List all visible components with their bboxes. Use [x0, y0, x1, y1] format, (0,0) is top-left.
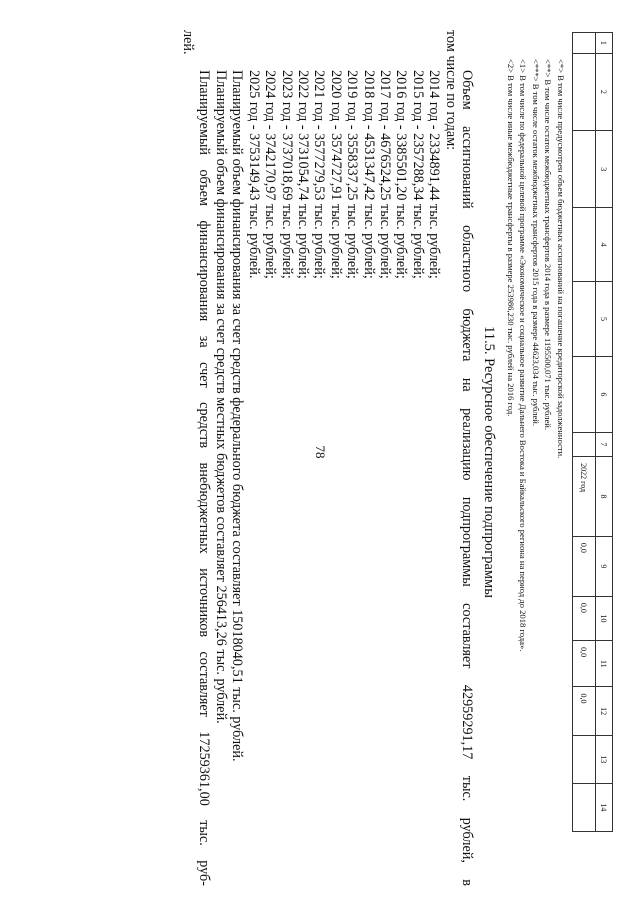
table-cell: 0,0	[573, 536, 596, 596]
table-cell: 1	[596, 33, 613, 54]
year-line: 2024 год - 3742170,97 тыс. рублей;	[262, 70, 279, 279]
table-cell: 4	[596, 208, 613, 281]
table-cell: 2022 год	[573, 457, 596, 537]
table-cell	[573, 53, 596, 130]
table-cell	[573, 783, 596, 831]
footnote: <***> В том числе остаток межбюджетных трансфертов 2015 года в размере 44623,034 тыс. рублей.	[530, 59, 541, 427]
year-line: 2025 год - 3753149,43 тыс. рублей.	[245, 70, 262, 279]
year-line: 2015 год - 2357288,34 тыс. рублей;	[409, 70, 426, 279]
year-line: 2014 год - 2334891,44 тыс. рублей;	[426, 70, 443, 279]
table-cell	[573, 208, 596, 281]
year-line: 2018 год - 4531347,42 тыс. рублей;	[360, 70, 377, 279]
table-cell: 10	[596, 596, 613, 640]
year-line: 2020 год - 3574727,91 тыс. рублей;	[327, 70, 344, 279]
intro-line: том числе по годам:	[442, 30, 459, 151]
page-number: 78	[313, 445, 328, 459]
year-line: 2021 год - 3577279,53 тыс. рублей;	[311, 70, 328, 279]
intro-line: Объем ассигнований областного бюджета на реализацию подпрограммы составляет 42959291,17 тыс. рублей, в	[459, 70, 475, 886]
year-line: 2016 год - 3385501,20 тыс. рублей;	[393, 70, 410, 279]
table-cell: 12	[596, 687, 613, 735]
table-cell: 0,0	[573, 687, 596, 735]
table-cell: 9	[596, 536, 613, 596]
table-cell	[573, 735, 596, 783]
footnote: <1> В том числе по федеральной целевой программе «Экономическое и социальное развитие Дальнего Востока и Байкальского региона на период до 2018 года».	[518, 59, 529, 652]
body-text	[180, 30, 475, 886]
table-cell	[573, 131, 596, 208]
planned-federal-line: Планируемый объем финансирования за счет средств федерального бюджета составляет 15018040,51 тыс. рублей.	[229, 70, 246, 762]
table-cell: 7	[596, 432, 613, 457]
footnote: <2> В том числе иные межбюджетные трансферты в размере 253986,230 тыс. рублей на 2016 год.	[505, 59, 516, 417]
year-line: 2017 год - 4676524,25 тыс. рублей;	[376, 70, 393, 279]
planned-extra-line: Планируемый объем финансирования за счет средств внебюджетных источников составляет 17259361,00 тыс. руб-	[196, 70, 213, 886]
footnote: <*> В том числе предусмотрен объем бюджетных ассигнований на погашение кредиторской задолженности.	[556, 59, 566, 459]
table-cell: 14	[596, 783, 613, 831]
planned-local-line: Планируемый объем финансирования за счет средств местных бюджетов составляет 256413,26 тыс. рублей.	[212, 70, 229, 724]
table-cell: 2	[596, 53, 613, 130]
table-cell	[573, 432, 596, 457]
table-cell: 0,0	[573, 596, 596, 640]
section-title: 11.5. Ресурсное обеспечение подпрограммы	[481, 326, 497, 598]
rotated-page-content	[75, 22, 615, 902]
table-row	[573, 33, 596, 832]
table-cell	[573, 357, 596, 432]
table-cell: 6	[596, 357, 613, 432]
table-cell: 5	[596, 281, 613, 356]
table-cell: 3	[596, 131, 613, 208]
planned-extra-line: лей.	[180, 30, 197, 55]
resource-table	[572, 32, 613, 832]
table-cell	[573, 281, 596, 356]
footnotes	[504, 59, 567, 859]
year-line: 2023 год - 3737018,69 тыс. рублей;	[278, 70, 295, 279]
table-cell: 11	[596, 641, 613, 687]
year-line: 2022 год - 3731054,74 тыс. рублей;	[294, 70, 311, 279]
footnote: <**> В том числе остаток межбюджетных трансфертов 2014 года в размере 1195500,071 тыс. рублей.	[543, 59, 554, 431]
table-cell: 8	[596, 457, 613, 537]
table-header-row	[596, 33, 613, 832]
table-cell	[573, 33, 596, 54]
year-line: 2019 год - 3558337,25 тыс. рублей;	[344, 70, 361, 279]
table-cell: 0,0	[573, 641, 596, 687]
table-cell: 13	[596, 735, 613, 783]
